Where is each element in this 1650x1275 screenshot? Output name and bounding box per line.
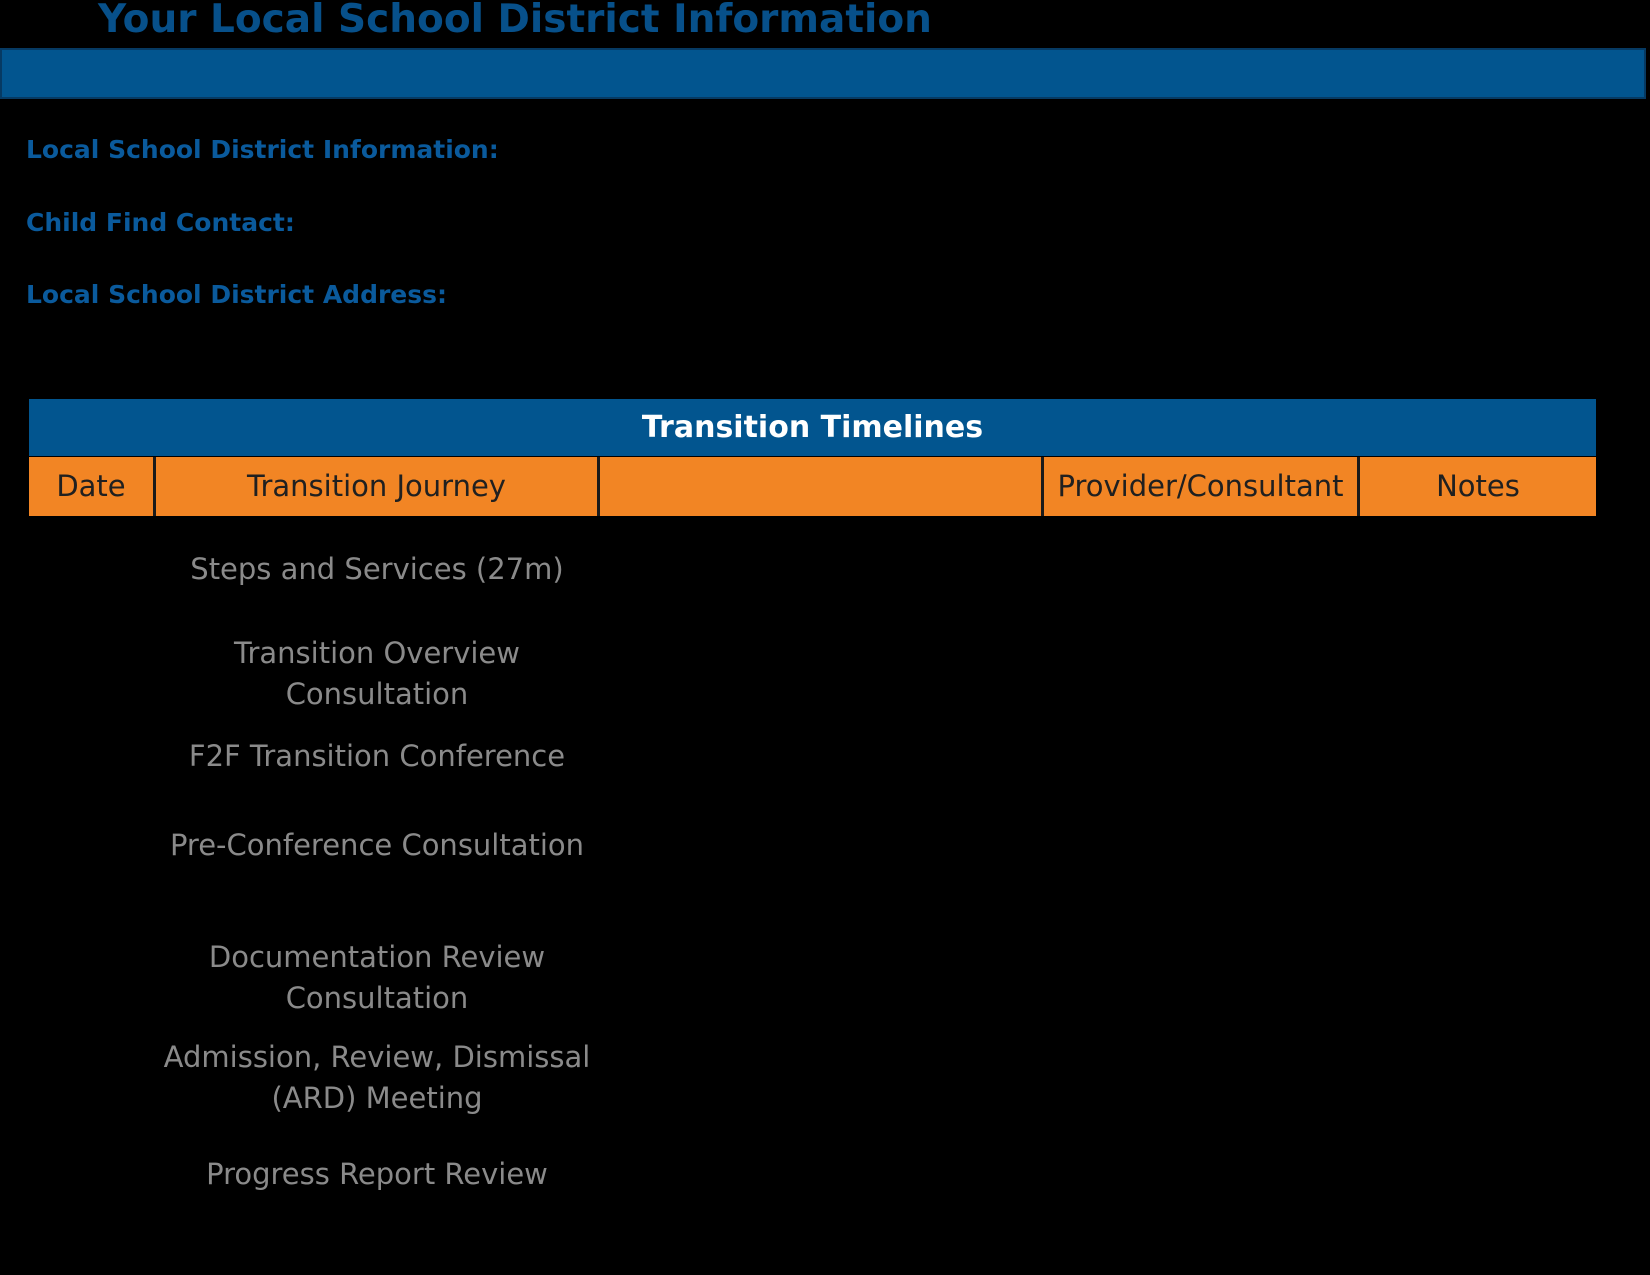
column-header-date: Date (29, 457, 156, 516)
page-title: Your Local School District Information (98, 0, 932, 42)
transition-timelines-table (29, 399, 1596, 516)
table-header-row (29, 457, 1596, 516)
journey-step-steps-and-services: Steps and Services (27m) (190, 552, 564, 586)
table-title: Transition Timelines (29, 399, 1596, 456)
district-information-label: Local School District Information: (26, 135, 499, 164)
district-address-label: Local School District Address: (26, 280, 448, 309)
journey-step-transition-overview: Transition Overview Consultation (234, 636, 520, 711)
column-header-blank (600, 457, 1044, 516)
journey-step-ard-meeting: Admission, Review, Dismissal (ARD) Meeting (163, 1040, 591, 1115)
journey-step-pre-conference: Pre-Conference Consultation (169, 828, 585, 862)
column-header-notes: Notes (1360, 457, 1596, 516)
header-banner (0, 48, 1646, 99)
column-header-provider-consultant: Provider/Consultant (1044, 457, 1360, 516)
column-header-transition-journey: Transition Journey (156, 457, 600, 516)
journey-step-progress-report: Progress Report Review (206, 1157, 548, 1191)
child-find-contact-label: Child Find Contact: (26, 208, 295, 237)
journey-step-f2f-conference: F2F Transition Conference (188, 739, 566, 773)
journey-step-documentation-review: Documentation Review Consultation (208, 940, 546, 1015)
